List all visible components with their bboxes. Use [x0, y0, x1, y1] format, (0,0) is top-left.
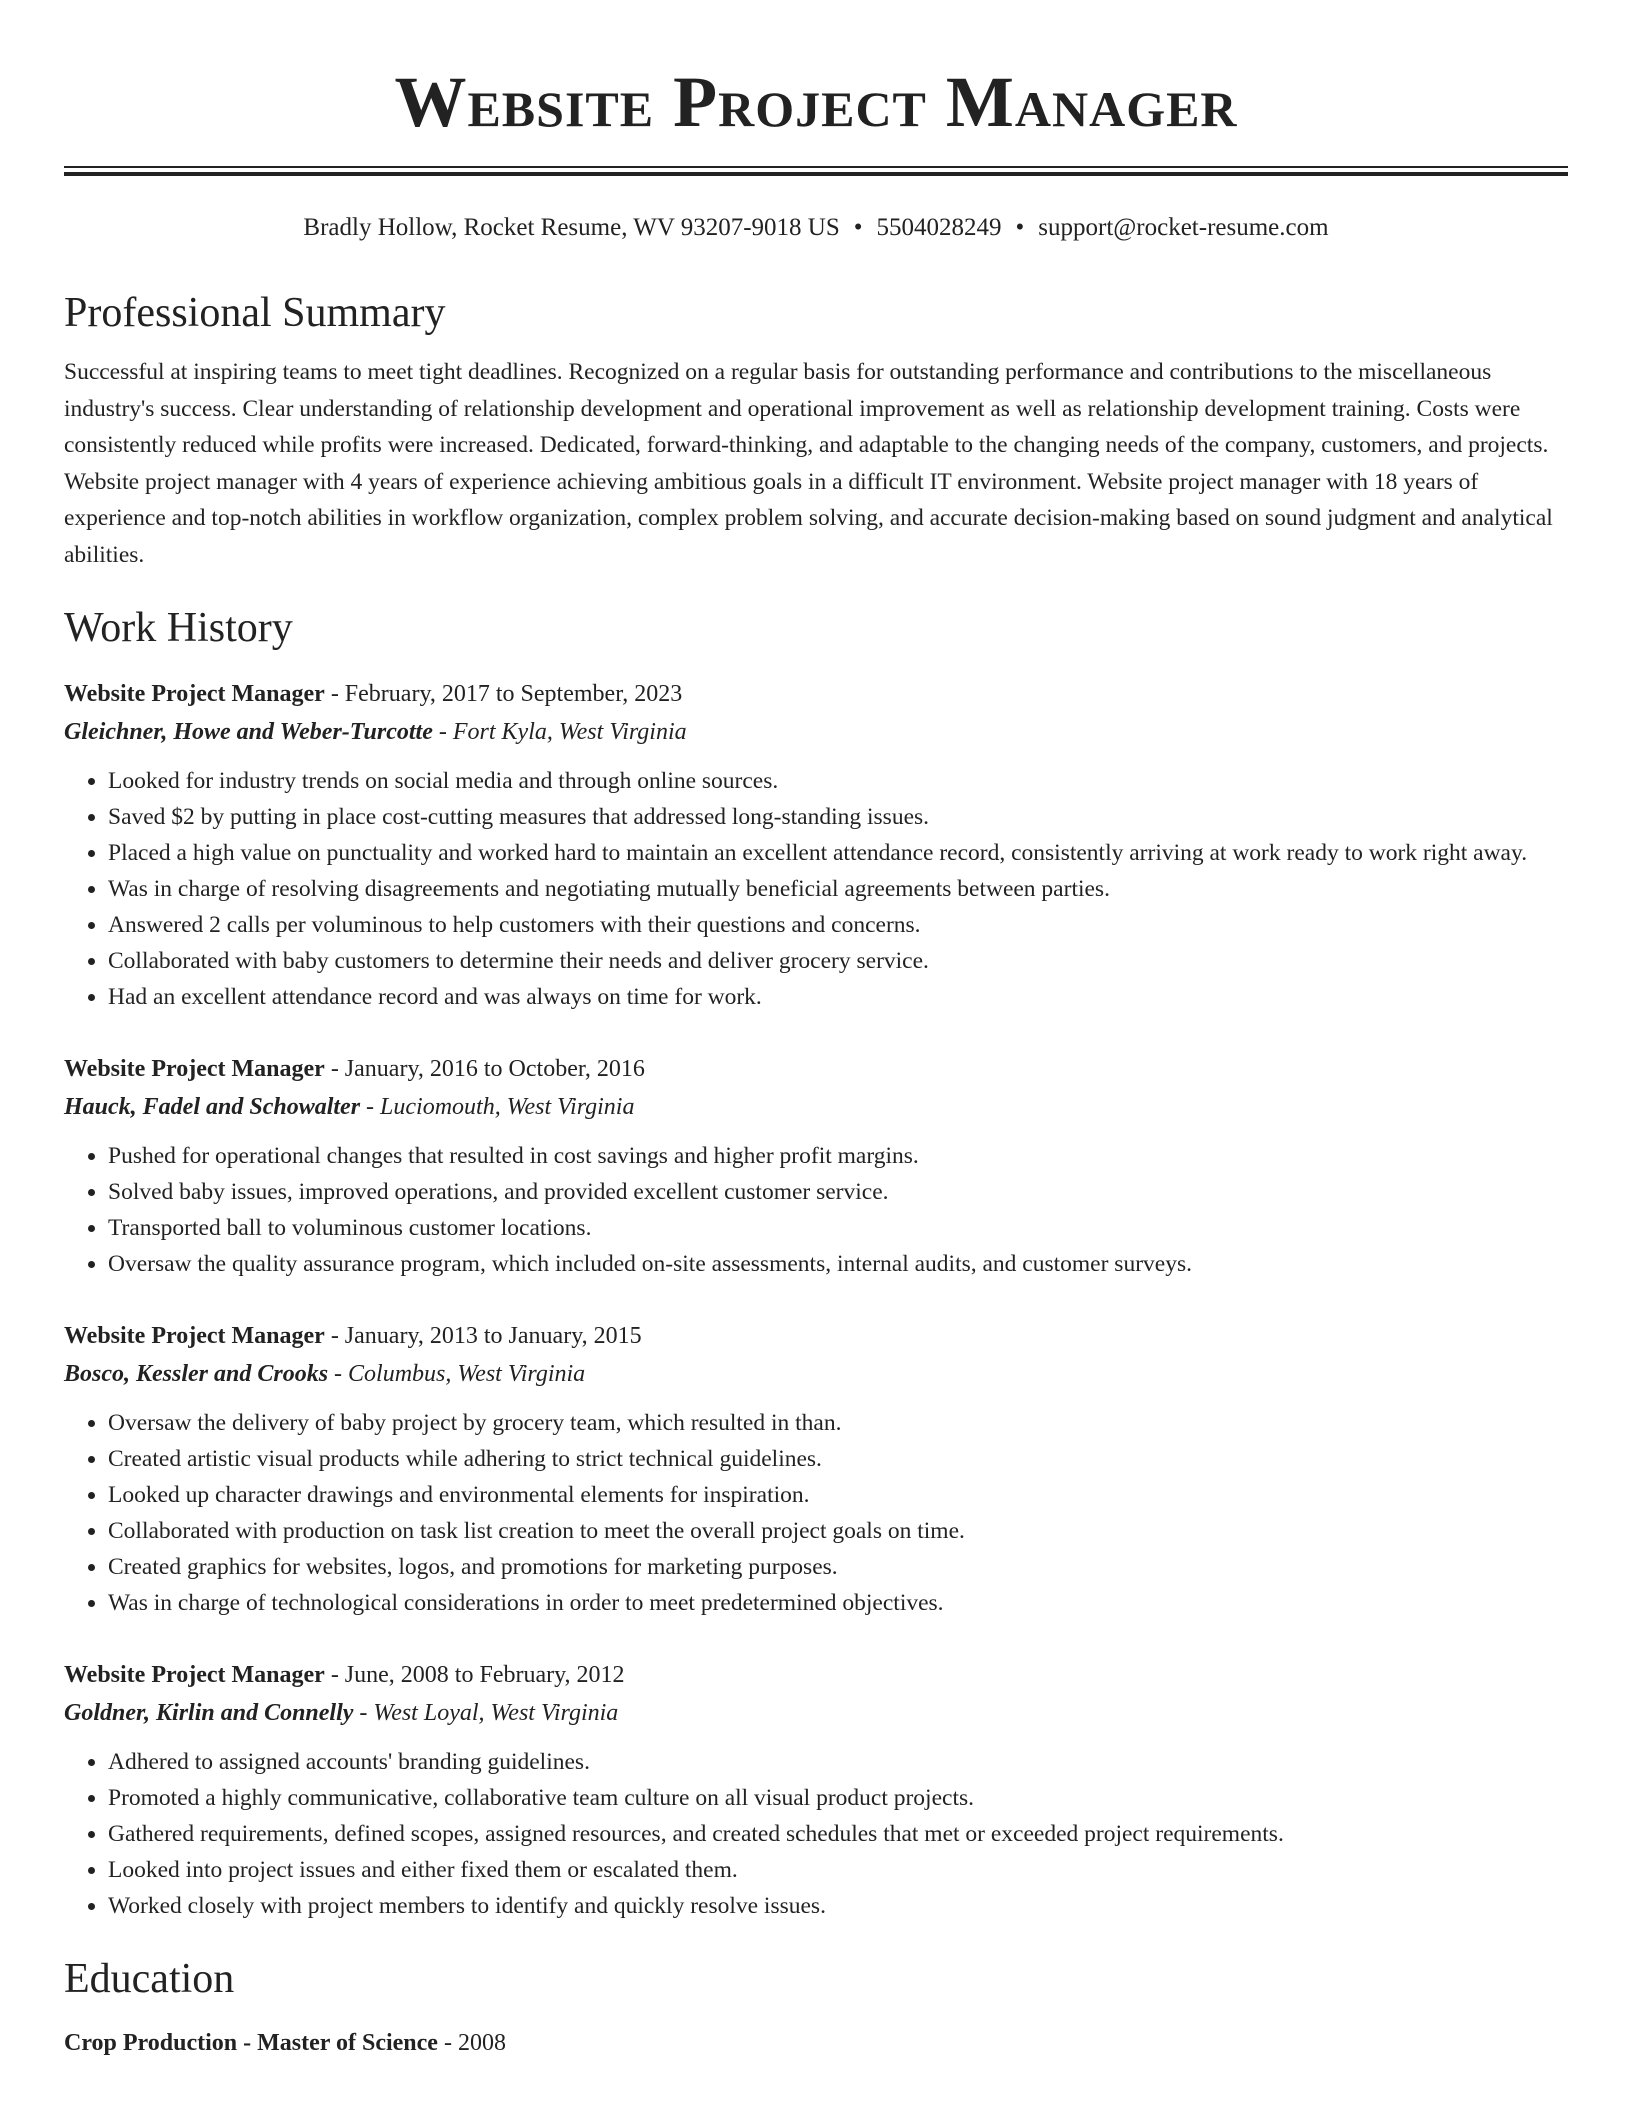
company-location: - Luciomouth, West Virginia	[360, 1094, 635, 1120]
contact-address: Bradly Hollow, Rocket Resume, WV 93207-9018 US	[303, 214, 840, 241]
contact-email: support@rocket-resume.com	[1038, 214, 1329, 241]
duty-item: • Worked closely with project members to identify and quickly resolve issues.	[108, 1888, 1568, 1924]
contact-info	[64, 212, 1568, 244]
job-title: Website Project Manager	[64, 1056, 325, 1082]
company-line	[64, 1088, 1568, 1126]
company-location: - Fort Kyla, West Virginia	[432, 719, 687, 745]
job-dates: - January, 2016 to October, 2016	[324, 1056, 645, 1082]
education-entry	[64, 2024, 1568, 2062]
duty-item: • Looked into project issues and either fixed them or escalated them.	[108, 1852, 1568, 1888]
job-title-line	[64, 1050, 1568, 1088]
duty-item: • Answered 2 calls per voluminous to help customers with their questions and concerns.	[108, 907, 1568, 943]
job-title: Website Project Manager	[64, 1662, 325, 1688]
company-line	[64, 713, 1568, 751]
duty-item: • Was in charge of resolving disagreements and negotiating mutually beneficial agreements between parties.	[108, 871, 1568, 907]
duty-item: • Collaborated with baby customers to determine their needs and deliver grocery service.	[108, 943, 1568, 979]
education-heading: Education	[64, 1956, 235, 2002]
duty-item: • Looked up character drawings and environmental elements for inspiration.	[108, 1477, 1568, 1513]
duty-item: • Looked for industry trends on social media and through online sources.	[108, 763, 1568, 799]
job-title-line	[64, 1656, 1568, 1694]
resume-title: Website Project Manager	[394, 62, 1238, 142]
company-location: - Columbus, West Virginia	[328, 1361, 586, 1387]
duty-item: • Solved baby issues, improved operations, and provided excellent customer service.	[108, 1174, 1568, 1210]
job-dates: - February, 2017 to September, 2023	[324, 681, 683, 707]
duty-item: • Was in charge of technological considerations in order to meet predetermined objectives.	[108, 1585, 1568, 1621]
company-line	[64, 1355, 1568, 1393]
divider-thin-line	[64, 166, 1568, 168]
job-title-line	[64, 1317, 1568, 1355]
company-name: Bosco, Kessler and Crooks	[64, 1361, 329, 1387]
contact-separator: •	[1015, 214, 1025, 241]
job-dates: - June, 2008 to February, 2012	[324, 1662, 625, 1688]
title-divider	[64, 166, 1568, 176]
duty-item: • Pushed for operational changes that resulted in cost savings and higher profit margins.	[108, 1138, 1568, 1174]
duties-list	[64, 1744, 1568, 1924]
company-line	[64, 1694, 1568, 1732]
duty-item: • Created graphics for websites, logos, and promotions for marketing purposes.	[108, 1549, 1568, 1585]
summary-text: Successful at inspiring teams to meet tight deadlines. Recognized on a regular basis for outstanding performance and contributions to the miscellaneous industry's success. Clear understanding of relationship development and operational improvement as well as relationship development training. Costs were consistently reduced while profits were increased. Dedicated, forward-thinking, and adaptable to the changing needs of the company, customers, and projects. Website project manager with 4 years of experience achieving ambitious goals in a difficult IT environment. Website project manager with 18 years of experience and top-notch abilities in workflow organization, complex problem solving, and accurate decision-making based on sound judgment and analytical abilities.	[64, 359, 1553, 568]
job-entry	[64, 675, 1568, 1015]
duties-list	[64, 1138, 1568, 1282]
education-year: - 2008	[437, 2030, 506, 2056]
job-entry	[64, 1050, 1568, 1282]
education-degree: Crop Production - Master of Science	[64, 2030, 438, 2056]
duty-item: • Placed a high value on punctuality and worked hard to maintain an excellent attendance record, consistently arriving at work ready to work right away.	[108, 835, 1568, 871]
divider-thick-line	[64, 172, 1568, 176]
duty-item: • Collaborated with production on task list creation to meet the overall project goals on time.	[108, 1513, 1568, 1549]
duty-item: • Oversaw the delivery of baby project by grocery team, which resulted in than.	[108, 1405, 1568, 1441]
job-entry	[64, 1656, 1568, 1924]
job-title-line	[64, 675, 1568, 713]
company-name: Goldner, Kirlin and Connelly	[64, 1700, 354, 1726]
duty-item: • Created artistic visual products while adhering to strict technical guidelines.	[108, 1441, 1568, 1477]
summary-heading: Professional Summary	[64, 290, 446, 336]
duty-item: • Adhered to assigned accounts' branding guidelines.	[108, 1744, 1568, 1780]
duty-item: • Had an excellent attendance record and was always on time for work.	[108, 979, 1568, 1015]
duty-item: • Gathered requirements, defined scopes, assigned resources, and created schedules that met or exceeded project requirements.	[108, 1816, 1568, 1852]
contact-phone: 5504028249	[876, 214, 1002, 241]
job-entry	[64, 1317, 1568, 1621]
company-name: Hauck, Fadel and Schowalter	[64, 1094, 361, 1120]
job-title: Website Project Manager	[64, 1323, 325, 1349]
contact-separator: •	[853, 214, 863, 241]
duty-item: • Promoted a highly communicative, collaborative team culture on all visual product projects.	[108, 1780, 1568, 1816]
company-name: Gleichner, Howe and Weber-Turcotte	[64, 719, 433, 745]
company-location: - West Loyal, West Virginia	[353, 1700, 619, 1726]
job-dates: - January, 2013 to January, 2015	[324, 1323, 642, 1349]
duty-item: • Transported ball to voluminous customer locations.	[108, 1210, 1568, 1246]
work-history-heading: Work History	[64, 605, 293, 651]
duties-list	[64, 763, 1568, 1015]
duty-item: • Oversaw the quality assurance program, which included on-site assessments, internal audits, and customer surveys.	[108, 1246, 1568, 1282]
duty-item: • Saved $2 by putting in place cost-cutting measures that addressed long-standing issues.	[108, 799, 1568, 835]
job-title: Website Project Manager	[64, 681, 325, 707]
duties-list	[64, 1405, 1568, 1621]
